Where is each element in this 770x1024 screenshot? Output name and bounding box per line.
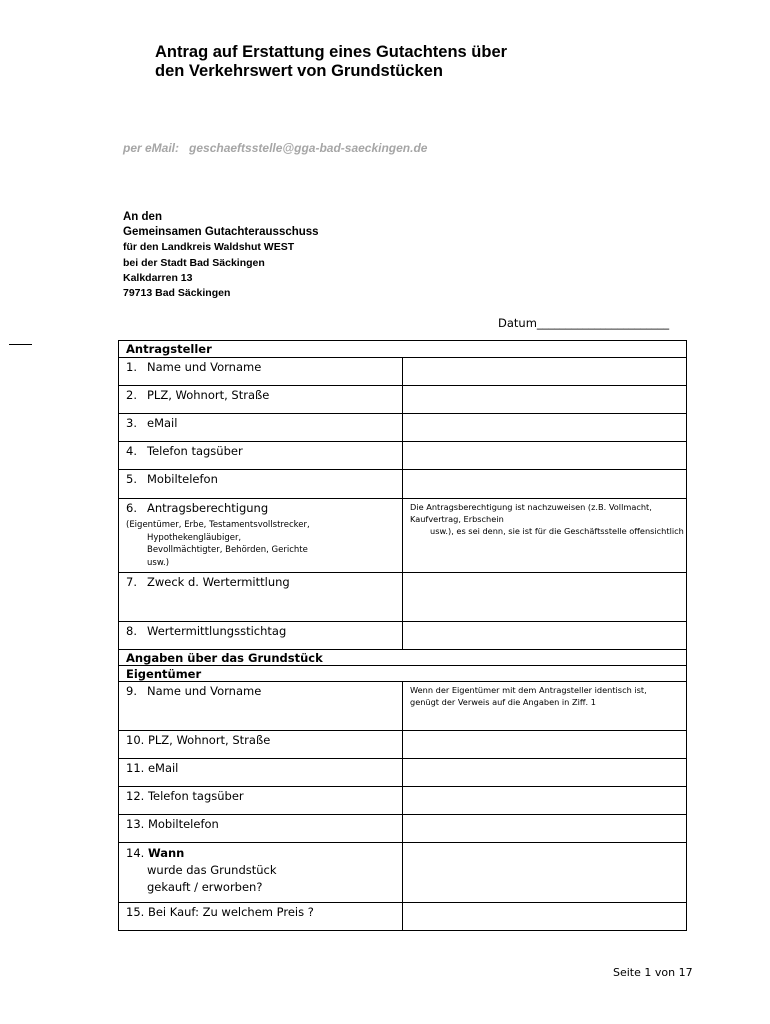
input-purchase-price[interactable] [403, 903, 687, 931]
margin-mark [9, 344, 32, 345]
application-form-table [118, 340, 687, 931]
row-label-valuation-date: 8. Wertermittlungsstichtag [119, 622, 403, 650]
date-field[interactable]: Datum_______________________ [498, 316, 670, 330]
address-line: An den [123, 211, 162, 223]
title-line-2: den Verkehrswert von Grundstücken [155, 62, 443, 80]
email-address[interactable]: geschaeftsstelle@gga-bad-saeckingen.de [189, 141, 428, 155]
row-label-purchase-date: 14. Wann wurde das Grundstück gekauft / erworben? [119, 843, 403, 903]
input-purpose[interactable] [403, 573, 687, 622]
input-entitlement[interactable] [403, 499, 687, 573]
email-line [123, 141, 427, 155]
row-label-phone: 4. Telefon tagsüber [119, 442, 403, 470]
input-owner-name[interactable] [403, 682, 687, 731]
title-line-1: Antrag auf Erstattung eines Gutachtens über [155, 43, 508, 61]
input-purchase-date[interactable] [403, 843, 687, 903]
row-label-owner-email: 11. eMail [119, 759, 403, 787]
input-email[interactable] [403, 414, 687, 442]
input-owner-phone[interactable] [403, 787, 687, 815]
row-label-entitlement: 6. Antragsberechtigung (Eigentümer, Erbe, Testamentsvollstrecker, Hypothekengläubiger, Bevollmächtigter, Behörden, Gerichte usw.) [119, 499, 403, 573]
input-owner-email[interactable] [403, 759, 687, 787]
row-label-email: 3. eMail [119, 414, 403, 442]
row-label-address: 2. PLZ, Wohnort, Straße [119, 386, 403, 414]
row-label-mobile: 5. Mobiltelefon [119, 470, 403, 499]
page-number: Seite 1 von 17 [613, 966, 693, 979]
entitlement-hint: (Eigentümer, Erbe, Testamentsvollstrecker, Hypothekengläubiger, Bevollmächtigter, Behörden, Gerichte usw.) [126, 520, 310, 568]
section-applicant: Antragsteller [119, 341, 687, 358]
row-label-purpose: 7. Zweck d. Wertermittlung [119, 573, 403, 622]
address-line: bei der Stadt Bad Säckingen [123, 256, 265, 269]
section-owner: Eigentümer [119, 666, 687, 682]
input-name[interactable] [403, 358, 687, 386]
row-label-owner-mobile: 13. Mobiltelefon [119, 815, 403, 843]
input-mobile[interactable] [403, 470, 687, 499]
section-property: Angaben über das Grundstück [119, 650, 687, 666]
address-line: für den Landkreis Waldshut WEST [123, 241, 295, 254]
row-label-owner-address: 10. PLZ, Wohnort, Straße [119, 731, 403, 759]
input-address[interactable] [403, 386, 687, 414]
address-line: Gemeinsamen Gutachterausschuss [123, 226, 319, 239]
address-line: 79713 Bad Säckingen [123, 287, 231, 300]
recipient-address [123, 210, 319, 301]
input-owner-mobile[interactable] [403, 815, 687, 843]
input-phone[interactable] [403, 442, 687, 470]
entitlement-note: Die Antragsberechtigung ist nachzuweisen (z.B. Vollmacht, Kaufvertrag, Erbschein usw.), es sei denn, sie ist für die Geschäftsstelle offensichtlich [410, 502, 684, 536]
email-label: per eMail: [123, 141, 180, 155]
row-label-owner-phone: 12. Telefon tagsüber [119, 787, 403, 815]
owner-note: Wenn der Eigentümer mit dem Antragsteller identisch ist, genügt der Verweis auf die Angaben in Ziff. 1 [410, 685, 647, 707]
row-label-name: 1. Name und Vorname [119, 358, 403, 386]
row-label-purchase-price: 15. Bei Kauf: Zu welchem Preis ? [119, 903, 403, 931]
address-line: Kalkdarren 13 [123, 271, 193, 284]
input-valuation-date[interactable] [403, 622, 687, 650]
row-label-owner-name: 9. Name und Vorname [119, 682, 403, 731]
document-title [155, 43, 507, 81]
input-owner-address[interactable] [403, 731, 687, 759]
